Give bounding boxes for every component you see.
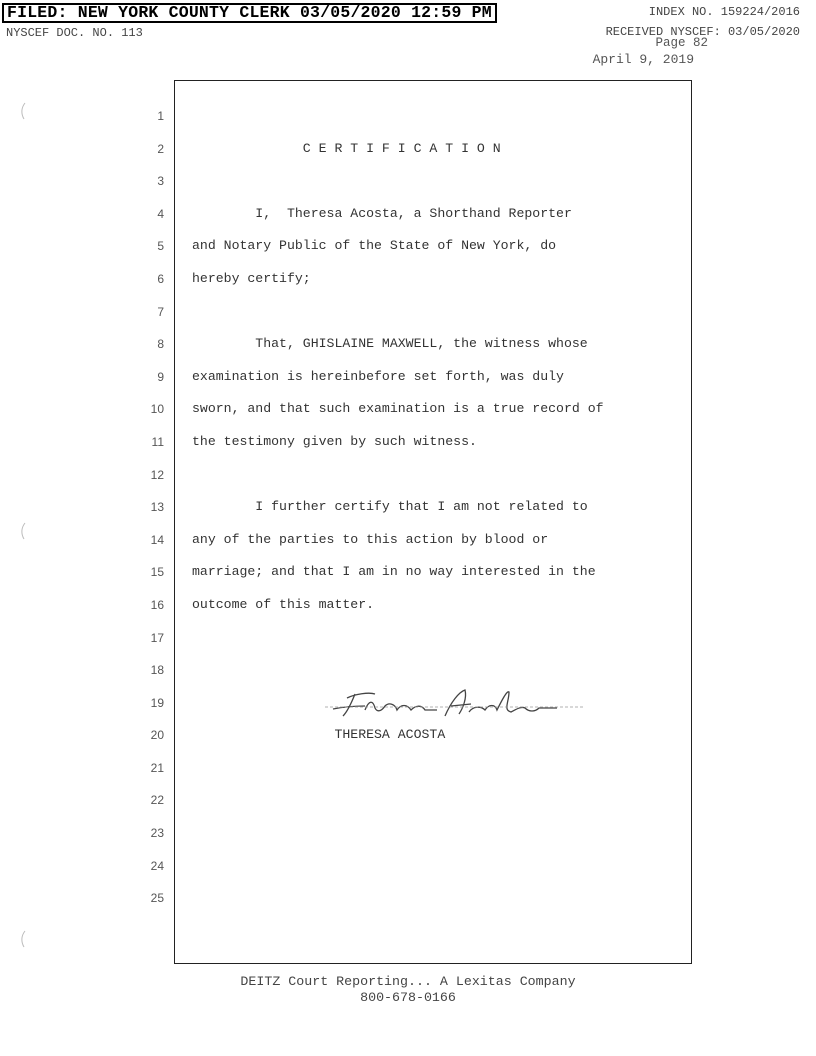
transcript-line: marriage; and that I am in no way interested in the <box>192 564 596 580</box>
transcript-body <box>192 104 687 919</box>
transcript-line <box>192 756 687 789</box>
line-number: 14 <box>150 532 164 547</box>
transcript-line <box>192 169 687 202</box>
transcript-line: hereby certify; <box>192 270 311 286</box>
line-number: 19 <box>150 695 164 710</box>
transcript-line <box>192 300 687 333</box>
transcript-line <box>192 886 687 919</box>
transcript-line: THERESA ACOSTA <box>192 727 446 743</box>
signature-stroke <box>445 690 471 716</box>
signature-stroke <box>469 692 557 712</box>
footer-company: DEITZ Court Reporting... A Lexitas Company <box>240 974 576 989</box>
line-number: 12 <box>150 467 164 482</box>
line-number-column <box>110 104 164 919</box>
line-number: 10 <box>150 402 164 417</box>
footer-phone: 800-678-0166 <box>360 990 456 1005</box>
scan-mark <box>20 102 26 120</box>
line-number: 7 <box>157 304 164 319</box>
scan-mark <box>20 522 26 540</box>
transcript-line: outcome of this matter. <box>192 596 375 612</box>
signature-stroke <box>365 702 437 711</box>
filed-banner: FILED: NEW YORK COUNTY CLERK 03/05/2020 12:59 PM <box>2 3 497 23</box>
line-number: 8 <box>157 337 164 352</box>
line-number: 13 <box>150 500 164 515</box>
line-number: 15 <box>150 565 164 580</box>
line-number: 2 <box>157 141 164 156</box>
line-number: 25 <box>150 891 164 906</box>
transcript-line <box>192 788 687 821</box>
transcript-line: I further certify that I am not related to <box>192 499 588 515</box>
line-number: 18 <box>150 663 164 678</box>
transcript-line: and Notary Public of the State of New York, do <box>192 238 557 254</box>
line-number: 16 <box>150 597 164 612</box>
transcript-date: April 9, 2019 <box>592 52 694 67</box>
transcript-line: the testimony given by such witness. <box>192 433 477 449</box>
transcript-line <box>192 104 687 137</box>
line-number: 11 <box>151 434 164 449</box>
line-number: 4 <box>157 206 164 221</box>
received-date: RECEIVED NYSCEF: 03/05/2020 <box>605 25 800 39</box>
line-number: 23 <box>150 826 164 841</box>
transcript-line <box>192 821 687 854</box>
transcript-line: any of the parties to this action by blood or <box>192 531 549 547</box>
signature-stroke <box>343 693 375 716</box>
line-number: 6 <box>157 271 164 286</box>
transcript-line: I, Theresa Acosta, a Shorthand Reporter <box>192 205 572 221</box>
transcript-line <box>192 854 687 887</box>
transcript-line: That, GHISLAINE MAXWELL, the witness whose <box>192 336 588 352</box>
line-number: 17 <box>150 630 164 645</box>
transcript-line <box>192 463 687 496</box>
index-number: INDEX NO. 159224/2016 <box>648 5 800 19</box>
line-number: 20 <box>150 728 164 743</box>
line-number: 22 <box>150 793 164 808</box>
page-number: Page 82 <box>655 36 708 50</box>
line-number: 9 <box>157 369 164 384</box>
line-number: 1 <box>157 109 164 123</box>
transcript-line: examination is hereinbefore set forth, was duly <box>192 368 564 384</box>
line-number: 24 <box>150 858 164 873</box>
transcript-line: C E R T I F I C A T I O N <box>192 140 501 156</box>
line-number: 5 <box>157 239 164 254</box>
scan-mark <box>20 930 26 948</box>
line-number: 3 <box>157 174 164 189</box>
signature <box>325 682 585 724</box>
line-number: 21 <box>150 760 164 775</box>
transcript-line: sworn, and that such examination is a true record of <box>192 401 604 417</box>
doc-number: NYSCEF DOC. NO. 113 <box>6 26 143 40</box>
transcript-line <box>192 626 687 659</box>
